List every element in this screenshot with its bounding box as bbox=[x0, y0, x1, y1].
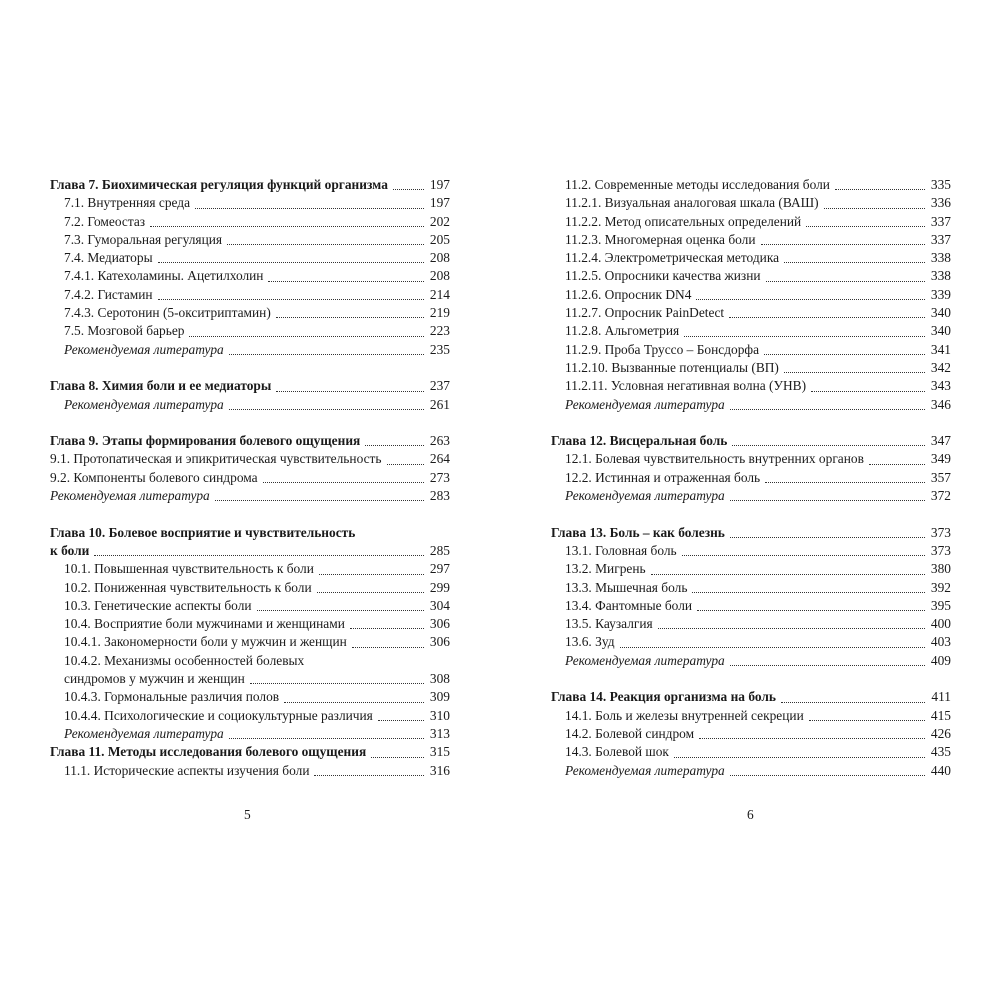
dot-leader bbox=[268, 281, 424, 282]
dot-leader bbox=[150, 226, 424, 227]
toc-entry-page: 440 bbox=[930, 762, 951, 778]
dot-leader bbox=[250, 683, 424, 684]
dot-leader bbox=[158, 299, 424, 300]
toc-entry-page: 283 bbox=[429, 488, 450, 504]
dot-leader bbox=[314, 775, 424, 776]
toc-entry-page: 373 bbox=[930, 524, 951, 540]
dot-leader bbox=[365, 445, 424, 446]
toc-section-entry bbox=[50, 688, 450, 706]
dot-leader bbox=[684, 336, 925, 337]
section-gap bbox=[551, 414, 951, 432]
toc-entry-page: 285 bbox=[429, 542, 450, 558]
toc-entry-title: 11.2.3. Многомерная оценка боли bbox=[565, 231, 756, 247]
toc-entry-title: 13.3. Мышечная боль bbox=[565, 579, 688, 595]
toc-entry-page: 273 bbox=[429, 469, 450, 485]
toc-entry-page: 316 bbox=[429, 762, 450, 778]
toc-section-entry bbox=[551, 450, 951, 468]
toc-section-entry bbox=[50, 762, 450, 780]
toc-entry-title: Глава 13. Боль – как болезнь bbox=[551, 524, 725, 540]
dot-leader bbox=[732, 445, 925, 446]
toc-entry-title: Глава 11. Методы исследования болевого ощущения bbox=[50, 744, 367, 760]
toc-references-entry bbox=[551, 487, 951, 505]
toc-section-entry bbox=[50, 286, 450, 304]
toc-entry-page: 208 bbox=[429, 268, 450, 284]
dot-leader bbox=[835, 189, 925, 190]
toc-section-entry bbox=[50, 267, 450, 285]
toc-entry-page: 313 bbox=[429, 725, 450, 741]
toc-section-entry bbox=[50, 450, 450, 468]
toc-entry-page: 341 bbox=[930, 341, 951, 357]
toc-entry-page: 435 bbox=[930, 744, 951, 760]
toc-entry-title: 14.2. Болевой синдром bbox=[565, 725, 695, 741]
toc-section-entry bbox=[50, 194, 450, 212]
toc-entry-title: 11.2.8. Альгометрия bbox=[565, 323, 680, 339]
dot-leader bbox=[784, 262, 925, 263]
section-gap bbox=[551, 670, 951, 688]
dot-leader bbox=[229, 738, 424, 739]
toc-entry-title: Рекомендуемая литература bbox=[50, 488, 210, 504]
toc-entry-title: Глава 7. Биохимическая регуляция функций организма bbox=[50, 177, 388, 192]
dot-leader bbox=[697, 610, 925, 611]
toc-entry-page: 409 bbox=[930, 652, 951, 668]
toc-entry-page: 306 bbox=[429, 634, 450, 650]
toc-chapter-entry bbox=[50, 542, 450, 560]
toc-entry-title: 10.1. Повышенная чувствительность к боли bbox=[64, 561, 314, 577]
toc-references-entry bbox=[551, 762, 951, 780]
toc-references-entry bbox=[50, 341, 450, 359]
dot-leader bbox=[387, 464, 424, 465]
toc-entry-title: 9.2. Компоненты болевого синдрома bbox=[50, 469, 258, 485]
toc-entry-title: Рекомендуемая литература bbox=[64, 725, 224, 741]
toc-entry-title: 12.2. Истинная и отраженная боль bbox=[565, 469, 761, 485]
toc-entry-title: 9.1. Протопатическая и эпикритическая чувствительность bbox=[50, 451, 382, 467]
dot-leader bbox=[257, 610, 424, 611]
dot-leader bbox=[806, 226, 925, 227]
toc-entry-page: 306 bbox=[429, 616, 450, 632]
toc-section-entry bbox=[50, 304, 450, 322]
toc-entry-title: Рекомендуемая литература bbox=[64, 396, 224, 412]
toc-entry-page: 202 bbox=[429, 213, 450, 229]
toc-entry-page: 214 bbox=[429, 286, 450, 302]
toc-entry-title: 11.2.7. Опросник PainDetect bbox=[565, 305, 725, 321]
toc-entry-title: 7.3. Гуморальная регуляция bbox=[64, 231, 223, 247]
toc-entry-page: 338 bbox=[930, 250, 951, 266]
toc-entry-page: 337 bbox=[930, 231, 951, 247]
dot-leader bbox=[393, 189, 424, 190]
toc-entry-page: 338 bbox=[930, 268, 951, 284]
toc-entry-title: 11.2.10. Вызванные потенциалы (ВП) bbox=[565, 359, 779, 375]
toc-entry-title: 11.2. Современные методы исследования боли bbox=[565, 177, 830, 192]
dot-leader bbox=[781, 702, 925, 703]
toc-entry-page: 304 bbox=[429, 597, 450, 613]
toc-section-entry bbox=[551, 743, 951, 761]
toc-entry-page: 261 bbox=[429, 396, 450, 412]
toc-section-entry bbox=[50, 597, 450, 615]
toc-section-entry bbox=[50, 249, 450, 267]
toc-page-right bbox=[551, 176, 951, 780]
dot-leader bbox=[730, 500, 925, 501]
toc-entry-page: 197 bbox=[429, 195, 450, 211]
section-gap bbox=[551, 505, 951, 523]
toc-entry-title: 11.2.5. Опросники качества жизни bbox=[565, 268, 761, 284]
toc-section-entry bbox=[551, 542, 951, 560]
toc-entry-page: 263 bbox=[429, 433, 450, 449]
toc-entry-page: 197 bbox=[429, 177, 450, 192]
toc-section-entry bbox=[50, 322, 450, 340]
toc-entry-title: Рекомендуемая литература bbox=[565, 762, 725, 778]
toc-section-entry bbox=[50, 469, 450, 487]
toc-entry-page: 219 bbox=[429, 305, 450, 321]
toc-entry-title: 7.2. Гомеостаз bbox=[64, 213, 146, 229]
toc-entry-title: 11.2.1. Визуальная аналоговая шкала (ВАШ) bbox=[565, 195, 819, 211]
toc-entry-page: 411 bbox=[931, 689, 951, 705]
section-gap bbox=[50, 414, 450, 432]
toc-entry-title: к боли bbox=[50, 542, 90, 558]
toc-entry-title: 10.4.3. Гормональные различия полов bbox=[64, 689, 280, 705]
dot-leader bbox=[317, 592, 424, 593]
dot-leader bbox=[824, 208, 925, 209]
toc-section-entry bbox=[50, 615, 450, 633]
dot-leader bbox=[195, 208, 424, 209]
toc-entry-title: 10.4. Восприятие боли мужчинами и женщинами bbox=[64, 616, 345, 632]
toc-section-entry bbox=[50, 231, 450, 249]
toc-section-entry bbox=[551, 304, 951, 322]
toc-references-entry bbox=[551, 652, 951, 670]
toc-section-entry bbox=[551, 597, 951, 615]
toc-entry-title: 11.2.6. Опросник DN4 bbox=[565, 286, 692, 302]
toc-entry-page: 392 bbox=[930, 579, 951, 595]
toc-entry-page: 339 bbox=[930, 286, 951, 302]
toc-section-entry bbox=[551, 213, 951, 231]
toc-chapter-entry bbox=[50, 432, 450, 450]
dot-leader bbox=[189, 336, 424, 337]
toc-references-entry bbox=[50, 396, 450, 414]
dot-leader bbox=[674, 757, 925, 758]
dot-leader bbox=[350, 628, 424, 629]
toc-entry-title: Глава 12. Висцеральная боль bbox=[551, 433, 728, 449]
section-gap bbox=[50, 505, 450, 523]
toc-entry-title: 7.5. Мозговой барьер bbox=[64, 323, 185, 339]
toc-section-entry bbox=[50, 579, 450, 597]
toc-entry-page: 264 bbox=[429, 451, 450, 467]
toc-entry-title: 14.1. Боль и железы внутренней секреции bbox=[565, 707, 804, 723]
dot-leader bbox=[692, 592, 925, 593]
toc-entry-title: Глава 9. Этапы формирования болевого ощущения bbox=[50, 433, 361, 449]
dot-leader bbox=[276, 317, 424, 318]
toc-section-entry bbox=[551, 359, 951, 377]
toc-entry-page: 343 bbox=[930, 378, 951, 394]
page-number-right: 6 bbox=[747, 807, 754, 822]
toc-entry-title: Рекомендуемая литература bbox=[565, 488, 725, 504]
toc-entry-page: 336 bbox=[930, 195, 951, 211]
toc-entry-page: 299 bbox=[429, 579, 450, 595]
toc-entry-title: 11.2.4. Электрометрическая методика bbox=[565, 250, 780, 266]
toc-entry-title: 14.3. Болевой шок bbox=[565, 744, 669, 760]
toc-section-entry bbox=[551, 267, 951, 285]
toc-chapter-entry bbox=[551, 688, 951, 706]
toc-entry-page: 349 bbox=[930, 451, 951, 467]
dot-leader bbox=[658, 628, 925, 629]
toc-entry-page: 403 bbox=[930, 634, 951, 650]
toc-chapter-entry bbox=[551, 432, 951, 450]
page-number-left: 5 bbox=[244, 807, 251, 822]
toc-section-entry bbox=[551, 633, 951, 651]
toc-entry-page: 237 bbox=[429, 378, 450, 394]
toc-chapter-entry bbox=[551, 524, 951, 542]
toc-section-entry bbox=[50, 560, 450, 578]
toc-entry-title: 11.2.9. Проба Труссо – Бонсдорфа bbox=[565, 341, 760, 357]
toc-entry-page: 373 bbox=[930, 542, 951, 558]
dot-leader bbox=[811, 391, 925, 392]
toc-section-entry bbox=[551, 176, 951, 194]
toc-entry-page: 308 bbox=[429, 671, 450, 687]
toc-entry-page: 235 bbox=[429, 341, 450, 357]
dot-leader bbox=[764, 354, 925, 355]
toc-section-entry bbox=[551, 377, 951, 395]
toc-section-entry bbox=[551, 615, 951, 633]
dot-leader bbox=[730, 409, 925, 410]
toc-references-entry bbox=[551, 396, 951, 414]
dot-leader bbox=[378, 720, 424, 721]
toc-entry-title: 13.1. Головная боль bbox=[565, 542, 677, 558]
toc-section-entry bbox=[551, 579, 951, 597]
toc-section-entry bbox=[551, 322, 951, 340]
toc-entry-page: 342 bbox=[930, 359, 951, 375]
toc-entry-page: 205 bbox=[429, 231, 450, 247]
toc-section-entry bbox=[551, 341, 951, 359]
toc-entry-page: 208 bbox=[429, 250, 450, 266]
toc-entry-title: 7.1. Внутренняя среда bbox=[64, 195, 191, 211]
toc-entry-page: 337 bbox=[930, 213, 951, 229]
toc-entry-title: 10.3. Генетические аспекты боли bbox=[64, 597, 252, 613]
toc-chapter-title-line: Глава 10. Болевое восприятие и чувствительность bbox=[50, 524, 356, 540]
dot-leader bbox=[765, 482, 925, 483]
dot-leader bbox=[809, 720, 925, 721]
toc-section-entry bbox=[551, 725, 951, 743]
toc-section-entry bbox=[551, 469, 951, 487]
toc-entry-title: 7.4.2. Гистамин bbox=[64, 286, 153, 302]
dot-leader bbox=[784, 372, 925, 373]
dot-leader bbox=[682, 555, 925, 556]
dot-leader bbox=[651, 574, 925, 575]
dot-leader bbox=[284, 702, 424, 703]
dot-leader bbox=[263, 482, 424, 483]
toc-entry-page: 372 bbox=[930, 488, 951, 504]
toc-entry-page: 357 bbox=[930, 469, 951, 485]
dot-leader bbox=[766, 281, 925, 282]
toc-references-entry bbox=[50, 487, 450, 505]
dot-leader bbox=[699, 738, 925, 739]
toc-entry-page: 309 bbox=[429, 689, 450, 705]
toc-section-entry bbox=[50, 670, 450, 688]
toc-section-entry bbox=[50, 633, 450, 651]
toc-entry-page: 335 bbox=[930, 177, 951, 192]
dot-leader bbox=[761, 244, 925, 245]
toc-entry-page: 347 bbox=[930, 433, 951, 449]
toc-entry-page: 415 bbox=[930, 707, 951, 723]
dot-leader bbox=[94, 555, 424, 556]
toc-entry-title: Рекомендуемая литература bbox=[64, 341, 224, 357]
toc-chapter-entry bbox=[50, 743, 450, 761]
dot-leader bbox=[696, 299, 925, 300]
toc-entry-title: 11.2.2. Метод описательных определений bbox=[565, 213, 802, 229]
toc-entry-page: 340 bbox=[930, 305, 951, 321]
section-gap bbox=[50, 359, 450, 377]
toc-entry-title: 11.1. Исторические аспекты изучения боли bbox=[64, 762, 310, 778]
toc-entry-title: Рекомендуемая литература bbox=[565, 396, 725, 412]
dot-leader bbox=[371, 757, 424, 758]
dot-leader bbox=[319, 574, 424, 575]
dot-leader bbox=[227, 244, 424, 245]
dot-leader bbox=[730, 537, 925, 538]
toc-entry-title: 11.2.11. Условная негативная волна (УНВ) bbox=[565, 378, 807, 394]
toc-entry-title: 7.4.1. Катехоламины. Ацетилхолин bbox=[64, 268, 264, 284]
toc-chapter-entry bbox=[50, 176, 450, 194]
toc-entry-page: 223 bbox=[429, 323, 450, 339]
toc-section-entry bbox=[551, 707, 951, 725]
toc-entry-page: 400 bbox=[930, 616, 951, 632]
dot-leader bbox=[215, 500, 424, 501]
toc-entry-title: 13.6. Зуд bbox=[565, 634, 615, 650]
toc-section-entry bbox=[551, 194, 951, 212]
toc-entry-title: Глава 14. Реакция организма на боль bbox=[551, 689, 776, 705]
toc-section-entry bbox=[551, 560, 951, 578]
toc-section-entry bbox=[551, 231, 951, 249]
toc-page-left bbox=[50, 176, 450, 780]
toc-entry-page: 310 bbox=[429, 707, 450, 723]
toc-section-entry bbox=[551, 249, 951, 267]
dot-leader bbox=[229, 354, 424, 355]
toc-entry-page: 395 bbox=[930, 597, 951, 613]
toc-entry-page: 380 bbox=[930, 561, 951, 577]
toc-section-entry bbox=[50, 213, 450, 231]
toc-entry-title: 13.5. Каузалгия bbox=[565, 616, 653, 632]
dot-leader bbox=[730, 775, 925, 776]
dot-leader bbox=[729, 317, 925, 318]
toc-references-entry bbox=[50, 725, 450, 743]
dot-leader bbox=[158, 262, 424, 263]
toc-entry-title: синдромов у мужчин и женщин bbox=[64, 671, 245, 687]
dot-leader bbox=[229, 409, 424, 410]
dot-leader bbox=[352, 647, 424, 648]
toc-entry-title: Глава 8. Химия боли и ее медиаторы bbox=[50, 378, 272, 394]
toc-section-entry bbox=[551, 286, 951, 304]
toc-entry-title: Рекомендуемая литература bbox=[565, 652, 725, 668]
toc-entry-page: 297 bbox=[429, 561, 450, 577]
toc-entry-page: 426 bbox=[930, 725, 951, 741]
toc-entry-title: 10.4.4. Психологические и социокультурные различия bbox=[64, 707, 373, 723]
toc-entry-page: 315 bbox=[429, 744, 450, 760]
toc-entry-title: 12.1. Болевая чувствительность внутренних органов bbox=[565, 451, 864, 467]
toc-entry-title: 10.4.1. Закономерности боли у мужчин и женщин bbox=[64, 634, 347, 650]
dot-leader bbox=[730, 665, 925, 666]
toc-entry-title: 7.4.3. Серотонин (5-окситриптамин) bbox=[64, 305, 271, 321]
dot-leader bbox=[869, 464, 925, 465]
toc-entry-title: 7.4. Медиаторы bbox=[64, 250, 153, 266]
dot-leader bbox=[620, 647, 925, 648]
toc-entry-title: 13.2. Мигрень bbox=[565, 561, 646, 577]
toc-entry-title: 10.2. Пониженная чувствительность к боли bbox=[64, 579, 312, 595]
dot-leader bbox=[276, 391, 424, 392]
toc-entry-page: 340 bbox=[930, 323, 951, 339]
toc-entry-title: 13.4. Фантомные боли bbox=[565, 597, 693, 613]
toc-entry-page: 346 bbox=[930, 396, 951, 412]
toc-section-title-line: 10.4.2. Механизмы особенностей болевых bbox=[64, 652, 305, 668]
toc-chapter-entry bbox=[50, 377, 450, 395]
toc-section-entry bbox=[50, 707, 450, 725]
